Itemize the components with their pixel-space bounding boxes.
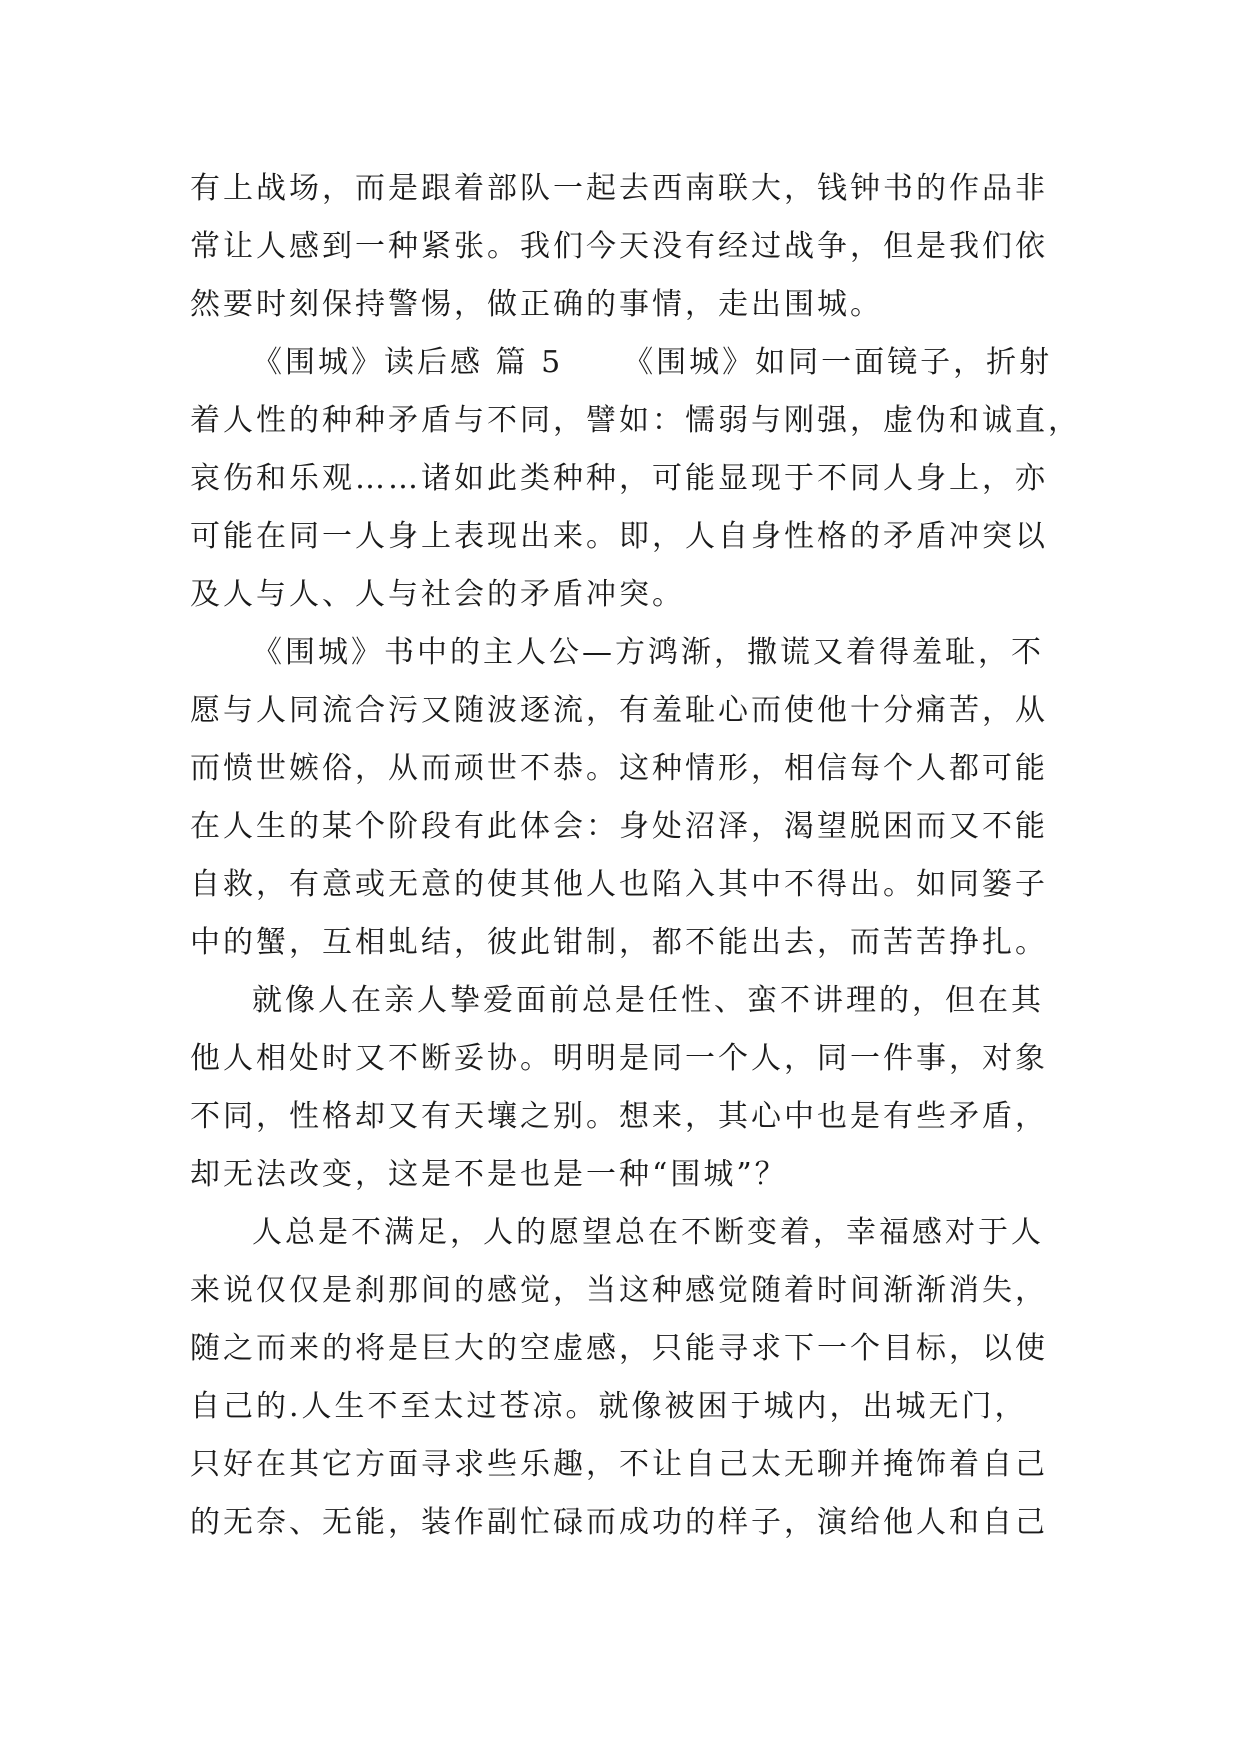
text-line: 却无法改变，这是不是也是一种“围城”？ xyxy=(190,1157,788,1192)
text-line: 随之而来的将是巨大的空虚感，只能寻求下一个目标，以使 xyxy=(190,1331,1048,1366)
text-line: 然要时刻保持警惕，做正确的事情，走出围城。 xyxy=(190,287,883,322)
text-line: 的无奈、无能，装作副忙碌而成功的样子，演给他人和自己 xyxy=(190,1505,1048,1540)
text-line: 在人生的某个阶段有此体会：身处沼泽，渴望脱困而又不能 xyxy=(190,809,1048,844)
text-line: 可能在同一人身上表现出来。即，人自身性格的矛盾冲突以 xyxy=(190,519,1048,554)
text-line: 中的蟹，互相虬结，彼此钳制，都不能出去，而苦苦挣扎。 xyxy=(190,925,1048,960)
text-line: 有上战场，而是跟着部队一起去西南联大，钱钟书的作品非 xyxy=(190,171,1048,206)
text-line: 他人相处时又不断妥协。明明是同一个人，同一件事，对象 xyxy=(190,1041,1048,1076)
text-line: 常让人感到一种紧张。我们今天没有经过战争，但是我们依 xyxy=(190,229,1048,264)
text-line: 《围城》书中的主人公—方鸿渐，撒谎又着得羞耻，不 xyxy=(252,635,1044,670)
text-line: 而愤世嫉俗，从而顽世不恭。这种情形，相信每个人都可能 xyxy=(190,751,1048,786)
paragraph xyxy=(190,624,1070,972)
text-line: 就像人在亲人挚爱面前总是任性、蛮不讲理的，但在其 xyxy=(252,983,1044,1018)
text-line: 自己的.人生不至太过苍凉。就像被困于城内，出城无门， xyxy=(190,1389,1028,1424)
paragraph xyxy=(190,160,1070,334)
text-line: 愿与人同流合污又随波逐流，有羞耻心而使他十分痛苦，从 xyxy=(190,693,1048,728)
heading-line xyxy=(190,334,1070,392)
section-heading-paragraph xyxy=(190,334,1081,624)
document-body xyxy=(190,160,1081,1552)
section-title: 《围城》读后感 篇 5 xyxy=(252,345,564,380)
text-line: 只好在其它方面寻求些乐趣，不让自己太无聊并掩饰着自己 xyxy=(190,1447,1048,1482)
text-line: 着人性的种种矛盾与不同，譬如：懦弱与刚强，虚伪和诚直， xyxy=(190,403,1081,438)
text-line: 及人与人、人与社会的矛盾冲突。 xyxy=(190,577,685,612)
text-line: 自救，有意或无意的使其他人也陷入其中不得出。如同篓子 xyxy=(190,867,1048,902)
text-line: 人总是不满足，人的愿望总在不断变着，幸福感对于人 xyxy=(252,1215,1044,1250)
paragraph xyxy=(190,972,1070,1204)
text-line: 来说仅仅是刹那间的感觉，当这种感觉随着时间渐渐消失， xyxy=(190,1273,1048,1308)
text-line: 《围城》如同一面镜子，折射 xyxy=(623,345,1053,380)
paragraph xyxy=(190,1204,1070,1552)
text-line: 不同，性格却又有天壤之别。想来，其心中也是有些矛盾， xyxy=(190,1099,1048,1134)
text-line: 哀伤和乐观……诸如此类种种，可能显现于不同人身上，亦 xyxy=(190,461,1048,496)
